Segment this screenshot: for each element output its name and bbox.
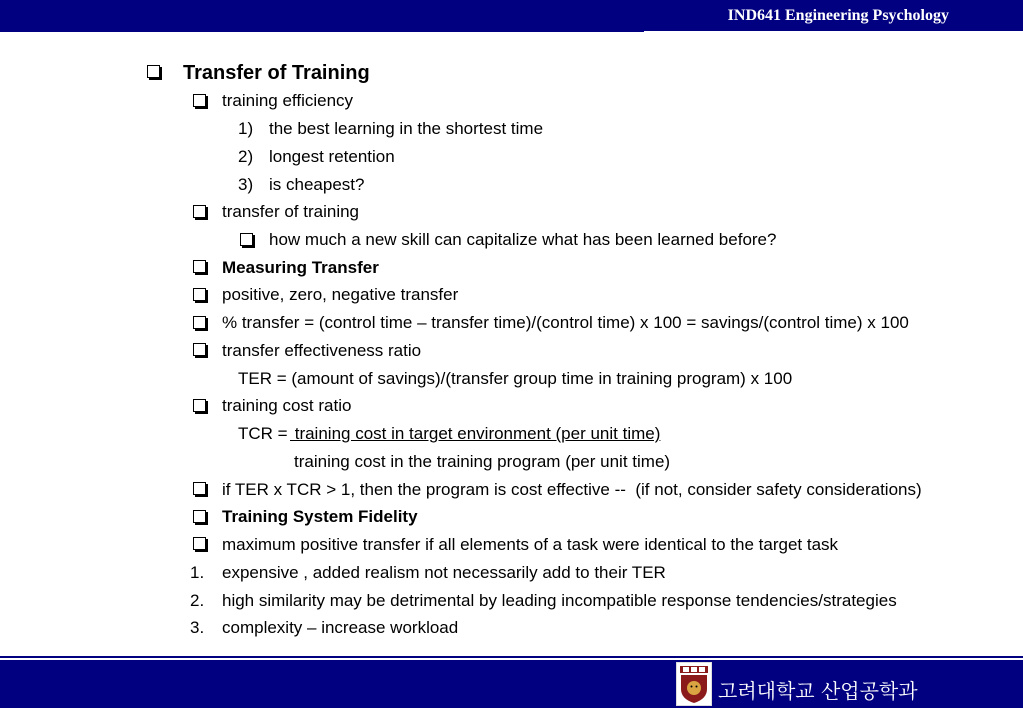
bullet-percent-transfer: % transfer = (control time – transfer time)/(control time) x 100 = savings/(control time) x 100	[222, 313, 909, 332]
tcr-numerator: training cost in target environment (per unit time)	[290, 424, 661, 443]
list-item: is cheapest?	[269, 175, 365, 194]
checkbox-bullet-icon	[193, 260, 206, 273]
bullet-transfer-of-training: transfer of training	[222, 202, 360, 221]
university-name: 고려대학교 산업공학과	[718, 679, 918, 703]
bullet-tcr: training cost ratio	[222, 396, 352, 415]
tcr-denominator: training cost in the training program (per unit time)	[294, 452, 671, 471]
list-item: high similarity may be detrimental by leading incompatible response tendencies/strategies	[222, 591, 897, 610]
ter-formula: TER = (amount of savings)/(transfer group time in training program) x 100	[238, 369, 793, 388]
slide-title: Transfer of Training	[183, 62, 370, 84]
list-number: 2)	[238, 147, 254, 166]
bullet-measuring-transfer: Measuring Transfer	[222, 258, 379, 277]
checkbox-bullet-icon	[193, 205, 206, 218]
sub-bullet-new-skill: how much a new skill can capitalize what has been learned before?	[269, 230, 777, 249]
bullet-ter: transfer effectiveness ratio	[222, 341, 422, 360]
checkbox-bullet-icon	[193, 537, 206, 550]
checkbox-bullet-icon	[193, 288, 206, 301]
checkbox-bullet-icon	[193, 399, 206, 412]
bullet-maximum-positive-transfer: maximum positive transfer if all elements of a task were identical to the target task	[222, 535, 839, 554]
checkbox-bullet-icon	[193, 510, 206, 523]
checkbox-bullet-icon	[193, 316, 206, 329]
checkbox-bullet-icon	[193, 482, 206, 495]
header-bar	[0, 0, 1023, 31]
university-crest-icon	[676, 662, 712, 706]
checkbox-bullet-icon	[193, 94, 206, 107]
list-number: 1.	[190, 563, 205, 582]
checkbox-bullet-icon	[240, 233, 253, 246]
bullet-training-system-fidelity: Training System Fidelity	[222, 507, 418, 526]
checkbox-bullet-icon	[147, 65, 160, 78]
bullet-if-ter-tcr: if TER x TCR > 1, then the program is cost effective -- (if not, consider safety considerations)	[222, 480, 922, 499]
list-item: complexity – increase workload	[222, 618, 459, 637]
list-number: 3)	[238, 175, 254, 194]
list-item: expensive , added realism not necessarily add to their TER	[222, 563, 666, 582]
tcr-prefix: TCR =	[238, 424, 288, 443]
bullet-training-efficiency: training efficiency	[222, 91, 354, 110]
list-item: the best learning in the shortest time	[269, 119, 544, 138]
checkbox-bullet-icon	[193, 343, 206, 356]
list-item: longest retention	[269, 147, 395, 166]
list-number: 2.	[190, 591, 205, 610]
bullet-positive-zero-negative: positive, zero, negative transfer	[222, 285, 459, 304]
footer-rule	[0, 656, 1023, 658]
course-title: IND641 Engineering Psychology	[727, 7, 949, 24]
header-rule	[0, 31, 644, 32]
list-number: 3.	[190, 618, 205, 637]
list-number: 1)	[238, 119, 254, 138]
